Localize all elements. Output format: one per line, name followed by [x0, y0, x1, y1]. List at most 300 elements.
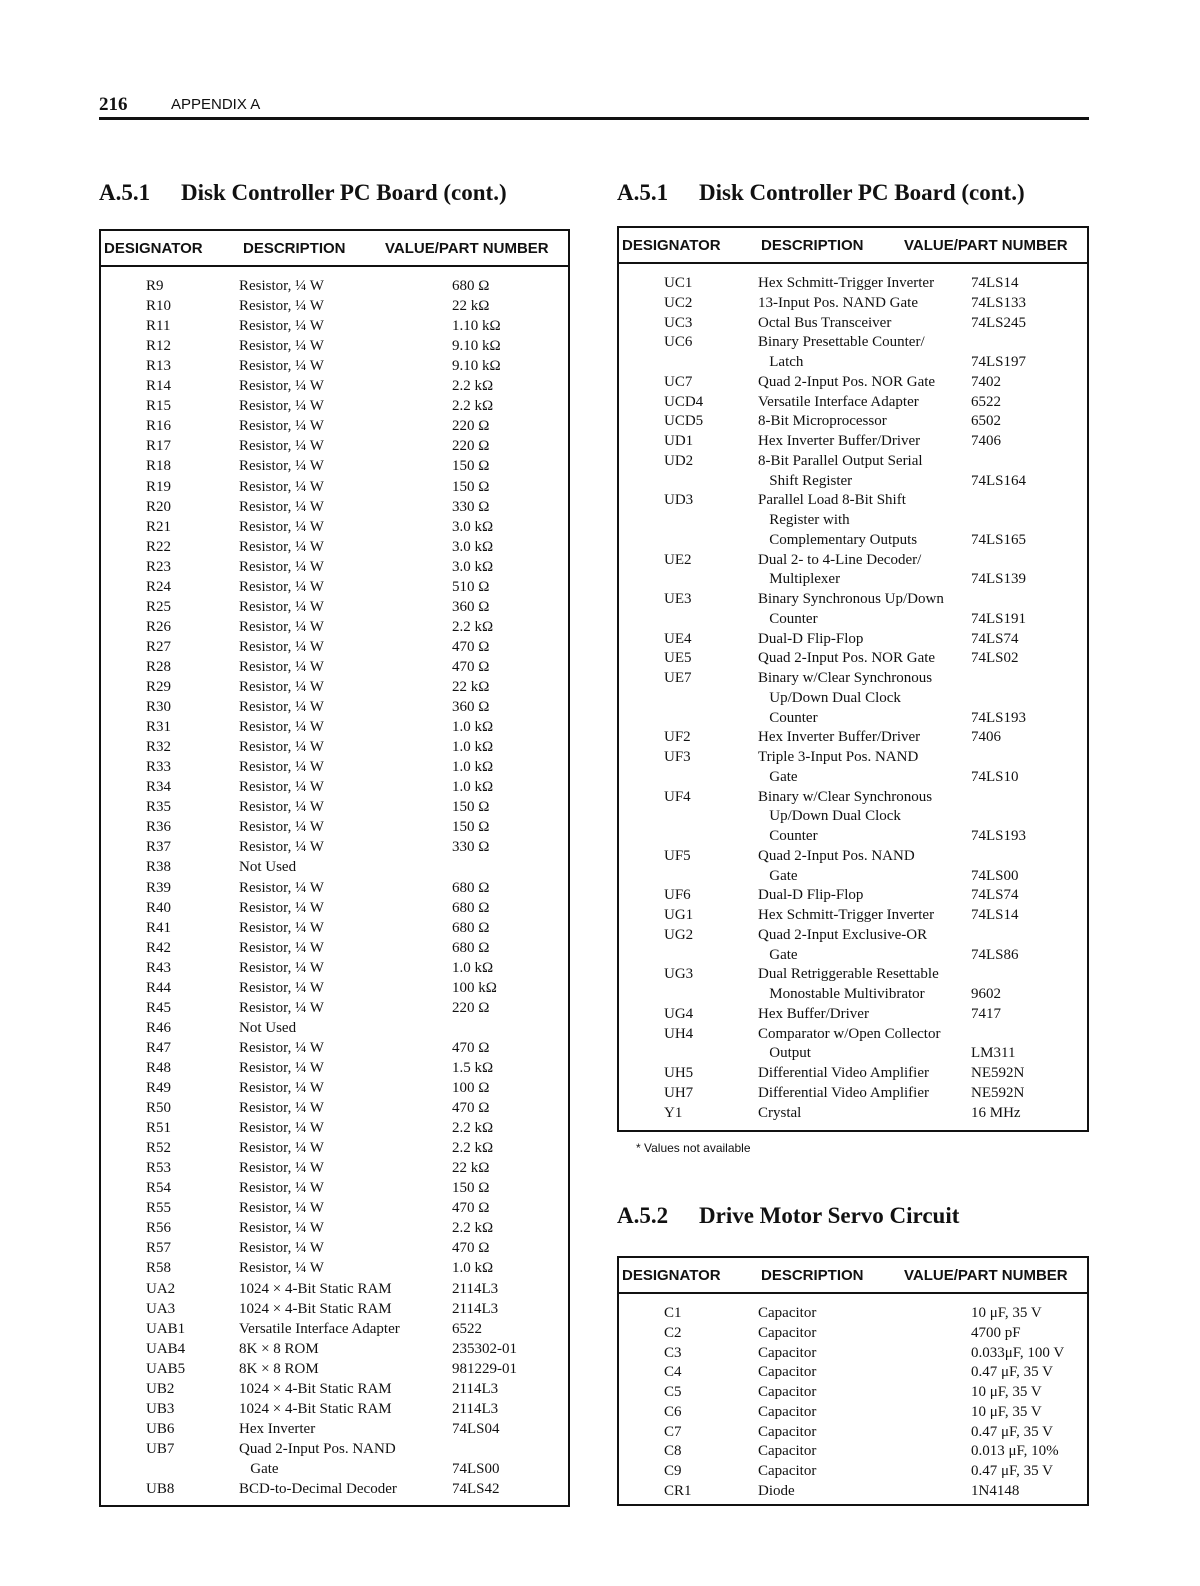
- designator-cell: UG2: [664, 926, 694, 943]
- table-row: [101, 699, 568, 719]
- value-cell: 3.0 kΩ: [452, 538, 494, 555]
- designator-cell: R30: [146, 699, 172, 716]
- description-cell: Quad 2-Input Pos. NAND: [239, 1440, 396, 1457]
- designator-cell: UA3: [146, 1300, 176, 1317]
- table-row: [619, 670, 1087, 690]
- description-cell: 8-Bit Microprocessor: [758, 413, 887, 430]
- value-cell: 9.10 kΩ: [452, 358, 501, 375]
- value-cell: 74LS74: [971, 887, 1019, 904]
- description-cell: Shift Register: [758, 472, 853, 489]
- designator-cell: R44: [146, 979, 172, 996]
- value-cell: 74LS191: [971, 610, 1027, 627]
- table-row: [101, 920, 568, 940]
- description-cell: Counter: [758, 610, 818, 627]
- designator-cell: C8: [664, 1443, 682, 1460]
- designator-cell: R26: [146, 618, 172, 635]
- table-row: [619, 808, 1087, 828]
- designator-cell: R11: [146, 318, 171, 335]
- value-cell: 74LS10: [971, 768, 1019, 785]
- table-row: [101, 1200, 568, 1220]
- description-cell: Resistor, ¼ W: [239, 719, 324, 736]
- value-cell: 1.0 kΩ: [452, 739, 494, 756]
- value-cell: 2.2 kΩ: [452, 618, 494, 635]
- description-cell: Hex Schmitt-Trigger Inverter: [758, 275, 935, 291]
- designator-cell: R49: [146, 1080, 172, 1096]
- col-designator: DESIGNATOR: [622, 1267, 721, 1284]
- section-title-right: [617, 180, 1025, 206]
- value-cell: 680 Ω: [452, 278, 490, 294]
- value-cell: 2114L3: [452, 1400, 499, 1417]
- table-row: [101, 1160, 568, 1180]
- value-cell: 0.47 μF, 35 V: [971, 1364, 1053, 1381]
- table-row: [101, 1461, 568, 1481]
- value-cell: 220 Ω: [452, 418, 490, 435]
- value-cell: 74LS197: [971, 354, 1027, 370]
- table-row: [619, 1443, 1087, 1463]
- description-cell: Binary w/Clear Synchronous: [758, 670, 933, 686]
- description-cell: Gate: [758, 867, 798, 884]
- table-row: [619, 591, 1087, 611]
- description-cell: Output: [758, 1045, 811, 1062]
- description-cell: Versatile Interface Adapter: [239, 1320, 400, 1337]
- designator-cell: R13: [146, 358, 172, 375]
- description-cell: Crystal: [758, 1104, 802, 1121]
- table-row: [101, 1000, 568, 1020]
- designator-cell: UG4: [664, 1005, 694, 1022]
- value-cell: 2.2 kΩ: [452, 1220, 494, 1237]
- table-row: [101, 398, 568, 418]
- value-cell: 150 Ω: [452, 799, 490, 816]
- description-cell: Resistor, ¼ W: [239, 638, 324, 655]
- designator-cell: R34: [146, 779, 172, 796]
- page-number: 216: [99, 94, 128, 115]
- designator-cell: R20: [146, 498, 172, 515]
- table-row: [619, 413, 1087, 433]
- designator-cell: C2: [664, 1324, 682, 1341]
- designator-cell: UF3: [664, 749, 691, 765]
- designator-cell: R45: [146, 999, 172, 1016]
- value-cell: 2.2 kΩ: [452, 378, 494, 395]
- table-header: [101, 231, 568, 267]
- value-cell: 360 Ω: [452, 598, 490, 615]
- table-row: [619, 1345, 1087, 1365]
- designator-cell: R17: [146, 438, 172, 455]
- description-cell: Resistor, ¼ W: [239, 378, 324, 395]
- description-cell: Differential Video Amplifier: [758, 1084, 929, 1101]
- table-row: [101, 358, 568, 378]
- designator-cell: R46: [146, 1019, 172, 1036]
- description-cell: Dual Retriggerable Resettable: [758, 966, 939, 983]
- table-row: [101, 679, 568, 699]
- table-row: [101, 1381, 568, 1401]
- table-row: [101, 418, 568, 438]
- designator-cell: UF2: [664, 729, 691, 746]
- description-cell: Multiplexer: [758, 571, 841, 588]
- value-cell: 22 kΩ: [452, 1160, 490, 1177]
- designator-cell: UE2: [664, 551, 692, 568]
- col-value: VALUE/PART NUMBER: [904, 1267, 1068, 1284]
- description-cell: Versatile Interface Adapter: [758, 393, 919, 410]
- table-row: [101, 940, 568, 960]
- value-cell: 100 Ω: [452, 1080, 490, 1096]
- table-row: [619, 1105, 1087, 1125]
- description-cell: Monostable Multivibrator: [758, 986, 925, 1002]
- description-cell: Resistor, ¼ W: [239, 358, 324, 375]
- value-cell: 74LS165: [971, 531, 1027, 548]
- designator-cell: UD2: [664, 452, 694, 469]
- table-row: [619, 947, 1087, 967]
- value-cell: 74LS139: [971, 571, 1027, 588]
- table-row: [101, 579, 568, 599]
- section-number: A.5.2: [617, 1203, 669, 1228]
- table-row: [101, 1260, 568, 1280]
- table-row: [101, 559, 568, 579]
- description-cell: Not Used: [239, 1019, 297, 1036]
- table-row: [101, 1321, 568, 1341]
- designator-cell: UH4: [664, 1025, 694, 1042]
- description-cell: Resistor, ¼ W: [239, 939, 324, 956]
- designator-cell: UC1: [664, 275, 693, 291]
- designator-cell: R10: [146, 298, 172, 315]
- description-cell: Resistor, ¼ W: [239, 618, 324, 635]
- description-cell: Gate: [758, 946, 798, 963]
- footnote: * Values not available: [636, 1141, 751, 1155]
- value-cell: 360 Ω: [452, 699, 490, 716]
- value-cell: 7402: [971, 373, 1001, 390]
- table-row: [619, 1404, 1087, 1424]
- table-row: [101, 1120, 568, 1140]
- table-row: [101, 499, 568, 519]
- designator-cell: UG3: [664, 966, 694, 983]
- description-cell: Capacitor: [758, 1364, 817, 1381]
- designator-cell: C3: [664, 1344, 682, 1361]
- value-cell: 150 Ω: [452, 478, 490, 495]
- description-cell: Capacitor: [758, 1324, 817, 1341]
- table-row: [101, 799, 568, 819]
- value-cell: 74LS14: [971, 275, 1019, 291]
- appendix-label: APPENDIX A: [171, 96, 261, 113]
- table-row: [619, 848, 1087, 868]
- value-cell: 470 Ω: [452, 1100, 490, 1117]
- table-row: [619, 710, 1087, 730]
- designator-cell: C5: [664, 1384, 682, 1400]
- table-row: [619, 927, 1087, 947]
- value-cell: 74LS245: [971, 314, 1027, 331]
- value-cell: 6522: [971, 393, 1001, 410]
- description-cell: Resistor, ¼ W: [239, 759, 324, 776]
- table-row: [619, 473, 1087, 493]
- table-row: [101, 1220, 568, 1240]
- section-title-servo: [617, 1203, 959, 1229]
- description-cell: 1024 × 4-Bit Static RAM: [239, 1300, 392, 1317]
- designator-cell: R24: [146, 578, 172, 595]
- description-cell: Resistor, ¼ W: [239, 919, 324, 936]
- designator-cell: UE4: [664, 630, 692, 647]
- col-description: DESCRIPTION: [761, 237, 864, 254]
- value-cell: 0.47 μF, 35 V: [971, 1423, 1053, 1440]
- description-cell: 1024 × 4-Bit Static RAM: [239, 1380, 392, 1397]
- value-cell: 74LS193: [971, 709, 1027, 726]
- table-row: [619, 1424, 1087, 1444]
- description-cell: Capacitor: [758, 1344, 817, 1361]
- designator-cell: UE7: [664, 670, 692, 686]
- table-row: [101, 519, 568, 539]
- description-cell: Binary Synchronous Up/Down: [758, 591, 944, 607]
- description-cell: Octal Bus Transceiver: [758, 314, 892, 331]
- value-cell: NE592N: [971, 1065, 1025, 1081]
- designator-cell: UAB5: [146, 1360, 186, 1377]
- table-row: [619, 887, 1087, 907]
- table-row: [619, 690, 1087, 710]
- description-cell: Parallel Load 8-Bit Shift: [758, 492, 906, 509]
- table-row: [101, 1040, 568, 1060]
- table-row: [619, 1305, 1087, 1325]
- section-name: Disk Controller PC Board (cont.): [699, 180, 1025, 205]
- value-cell: 6502: [971, 413, 1001, 430]
- table-row: [619, 571, 1087, 591]
- designator-cell: R55: [146, 1200, 172, 1217]
- value-cell: 74LS193: [971, 828, 1027, 844]
- value-cell: 2.2 kΩ: [452, 1120, 494, 1137]
- designator-cell: R31: [146, 719, 172, 736]
- table-row: [619, 828, 1087, 848]
- table-row: [619, 650, 1087, 670]
- description-cell: Resistor, ¼ W: [239, 1120, 324, 1137]
- table-row: [101, 1481, 568, 1501]
- description-cell: Resistor, ¼ W: [239, 679, 324, 695]
- description-cell: Resistor, ¼ W: [239, 959, 324, 976]
- description-cell: Resistor, ¼ W: [239, 398, 324, 415]
- header-rule: [99, 117, 1089, 120]
- value-cell: 1.0 kΩ: [452, 779, 494, 796]
- table-row: [619, 552, 1087, 572]
- table-row: [101, 1080, 568, 1100]
- value-cell: 981229-01: [452, 1360, 517, 1377]
- description-cell: 8K × 8 ROM: [239, 1360, 319, 1377]
- value-cell: 150 Ω: [452, 1180, 490, 1197]
- table-row: [619, 1364, 1087, 1384]
- section-name: Disk Controller PC Board (cont.): [181, 180, 507, 205]
- description-cell: Hex Buffer/Driver: [758, 1005, 869, 1022]
- description-cell: 13-Input Pos. NAND Gate: [758, 294, 918, 311]
- table-row: [619, 631, 1087, 651]
- designator-cell: R35: [146, 799, 172, 816]
- table-row: [619, 532, 1087, 552]
- value-cell: 220 Ω: [452, 999, 490, 1016]
- value-cell: 1.0 kΩ: [452, 719, 494, 736]
- value-cell: 74LS74: [971, 630, 1019, 647]
- value-cell: 235302-01: [452, 1340, 517, 1357]
- designator-cell: C1: [664, 1305, 682, 1321]
- value-cell: 22 kΩ: [452, 298, 490, 315]
- table-row: [101, 779, 568, 799]
- description-cell: Resistor, ¼ W: [239, 658, 324, 675]
- col-value: VALUE/PART NUMBER: [385, 240, 549, 257]
- table-row: [101, 980, 568, 1000]
- value-cell: 9.10 kΩ: [452, 338, 501, 355]
- value-cell: 74LS14: [971, 907, 1019, 923]
- designator-cell: UAB4: [146, 1340, 186, 1357]
- designator-cell: UG1: [664, 907, 694, 923]
- description-cell: Complementary Outputs: [758, 531, 918, 548]
- description-cell: Resistor, ¼ W: [239, 278, 324, 294]
- designator-cell: UB6: [146, 1420, 175, 1437]
- designator-cell: R57: [146, 1240, 172, 1257]
- value-cell: 1.0 kΩ: [452, 1260, 494, 1277]
- table-row: [619, 374, 1087, 394]
- section-number: A.5.1: [617, 180, 669, 205]
- value-cell: 0.033μF, 100 V: [971, 1344, 1065, 1361]
- section-name: Drive Motor Servo Circuit: [699, 1203, 960, 1228]
- value-cell: NE592N: [971, 1084, 1025, 1101]
- table-row: [619, 749, 1087, 769]
- value-cell: 1N4148: [971, 1482, 1020, 1499]
- description-cell: 8-Bit Parallel Output Serial: [758, 452, 923, 469]
- value-cell: 3.0 kΩ: [452, 518, 494, 535]
- value-cell: 100 kΩ: [452, 979, 497, 996]
- description-cell: Gate: [758, 768, 798, 785]
- table-row: [619, 453, 1087, 473]
- description-cell: Resistor, ¼ W: [239, 999, 324, 1016]
- table-row: [619, 315, 1087, 335]
- description-cell: Capacitor: [758, 1384, 817, 1400]
- description-cell: Latch: [758, 354, 804, 370]
- value-cell: 150 Ω: [452, 819, 490, 836]
- description-cell: Resistor, ¼ W: [239, 438, 324, 455]
- designator-cell: R14: [146, 378, 172, 395]
- value-cell: 4700 pF: [971, 1324, 1021, 1341]
- table-row: [101, 338, 568, 358]
- designator-cell: R32: [146, 739, 172, 756]
- designator-cell: R36: [146, 819, 172, 836]
- description-cell: Resistor, ¼ W: [239, 1180, 324, 1197]
- designator-cell: C7: [664, 1423, 682, 1440]
- table-row: [101, 479, 568, 499]
- designator-cell: UA2: [146, 1280, 176, 1297]
- description-cell: Quad 2-Input Exclusive-OR: [758, 926, 928, 943]
- table-row: [619, 1085, 1087, 1105]
- designator-cell: R25: [146, 598, 172, 615]
- designator-cell: R39: [146, 879, 172, 896]
- value-cell: 3.0 kΩ: [452, 558, 494, 575]
- table-row: [619, 966, 1087, 986]
- designator-cell: R51: [146, 1120, 172, 1137]
- description-cell: Resistor, ¼ W: [239, 558, 324, 575]
- value-cell: 1.5 kΩ: [452, 1059, 494, 1076]
- table-row: [101, 1341, 568, 1361]
- description-cell: Resistor, ¼ W: [239, 418, 324, 435]
- value-cell: 680 Ω: [452, 919, 490, 936]
- designator-cell: R41: [146, 919, 172, 936]
- designator-cell: R38: [146, 859, 172, 876]
- designator-cell: R43: [146, 959, 172, 976]
- designator-cell: UE5: [664, 650, 692, 667]
- table-row: [101, 298, 568, 318]
- table-row: [619, 295, 1087, 315]
- description-cell: Resistor, ¼ W: [239, 1059, 324, 1076]
- col-description: DESCRIPTION: [761, 1267, 864, 1284]
- description-cell: Triple 3-Input Pos. NAND: [758, 749, 919, 765]
- table-row: [619, 492, 1087, 512]
- designator-cell: C4: [664, 1364, 682, 1381]
- designator-cell: C9: [664, 1463, 682, 1479]
- designator-cell: UC2: [664, 294, 693, 311]
- table-row: [619, 1463, 1087, 1483]
- designator-cell: R58: [146, 1260, 172, 1277]
- value-cell: 1.0 kΩ: [452, 959, 494, 976]
- description-cell: Register with: [758, 512, 850, 528]
- designator-cell: R27: [146, 638, 172, 655]
- description-cell: Counter: [758, 828, 818, 844]
- description-cell: Resistor, ¼ W: [239, 538, 324, 555]
- value-cell: 74LS02: [971, 650, 1019, 667]
- designator-cell: R40: [146, 899, 172, 916]
- description-cell: Dual 2- to 4-Line Decoder/: [758, 551, 922, 568]
- designator-cell: R18: [146, 458, 172, 475]
- value-cell: 7417: [971, 1005, 1001, 1022]
- value-cell: 470 Ω: [452, 638, 490, 655]
- table-row: [619, 729, 1087, 749]
- designator-cell: UAB1: [146, 1320, 186, 1337]
- table-row: [101, 880, 568, 900]
- value-cell: 74LS86: [971, 946, 1019, 963]
- designator-cell: R47: [146, 1039, 172, 1056]
- table-row: [619, 512, 1087, 532]
- description-cell: Differential Video Amplifier: [758, 1065, 929, 1081]
- value-cell: 2.2 kΩ: [452, 1140, 494, 1157]
- description-cell: Resistor, ¼ W: [239, 1100, 324, 1117]
- parts-table-right: [617, 226, 1089, 1132]
- table-row: [619, 868, 1087, 888]
- value-cell: 7406: [971, 433, 1001, 449]
- table-row: [101, 719, 568, 739]
- table-row: [101, 1240, 568, 1260]
- description-cell: Diode: [758, 1482, 795, 1499]
- designator-cell: R21: [146, 518, 172, 535]
- table-row: [101, 1180, 568, 1200]
- designator-cell: Y1: [664, 1104, 683, 1121]
- description-cell: Resistor, ¼ W: [239, 1140, 324, 1157]
- value-cell: 2114L3: [452, 1300, 499, 1317]
- value-cell: 22 kΩ: [452, 679, 490, 695]
- description-cell: Resistor, ¼ W: [239, 298, 324, 315]
- designator-cell: R29: [146, 679, 172, 695]
- table-row: [619, 1006, 1087, 1026]
- designator-cell: UF6: [664, 887, 691, 904]
- table-row: [101, 1361, 568, 1381]
- table-row: [101, 1401, 568, 1421]
- designator-cell: R53: [146, 1160, 172, 1177]
- designator-cell: R23: [146, 558, 172, 575]
- table-row: [619, 275, 1087, 295]
- description-cell: Resistor, ¼ W: [239, 318, 324, 335]
- designator-cell: UC7: [664, 373, 693, 390]
- value-cell: 680 Ω: [452, 879, 490, 896]
- description-cell: Resistor, ¼ W: [239, 578, 324, 595]
- description-cell: Up/Down Dual Clock: [758, 808, 901, 825]
- table-row: [101, 1421, 568, 1441]
- table-row: [101, 378, 568, 398]
- table-row: [619, 769, 1087, 789]
- value-cell: 470 Ω: [452, 1240, 490, 1257]
- value-cell: 16 MHz: [971, 1104, 1021, 1121]
- value-cell: 150 Ω: [452, 458, 490, 475]
- description-cell: Not Used: [239, 859, 297, 876]
- description-cell: Resistor, ¼ W: [239, 1240, 324, 1257]
- table-row: [101, 1140, 568, 1160]
- table-row: [101, 539, 568, 559]
- description-cell: Resistor, ¼ W: [239, 1200, 324, 1217]
